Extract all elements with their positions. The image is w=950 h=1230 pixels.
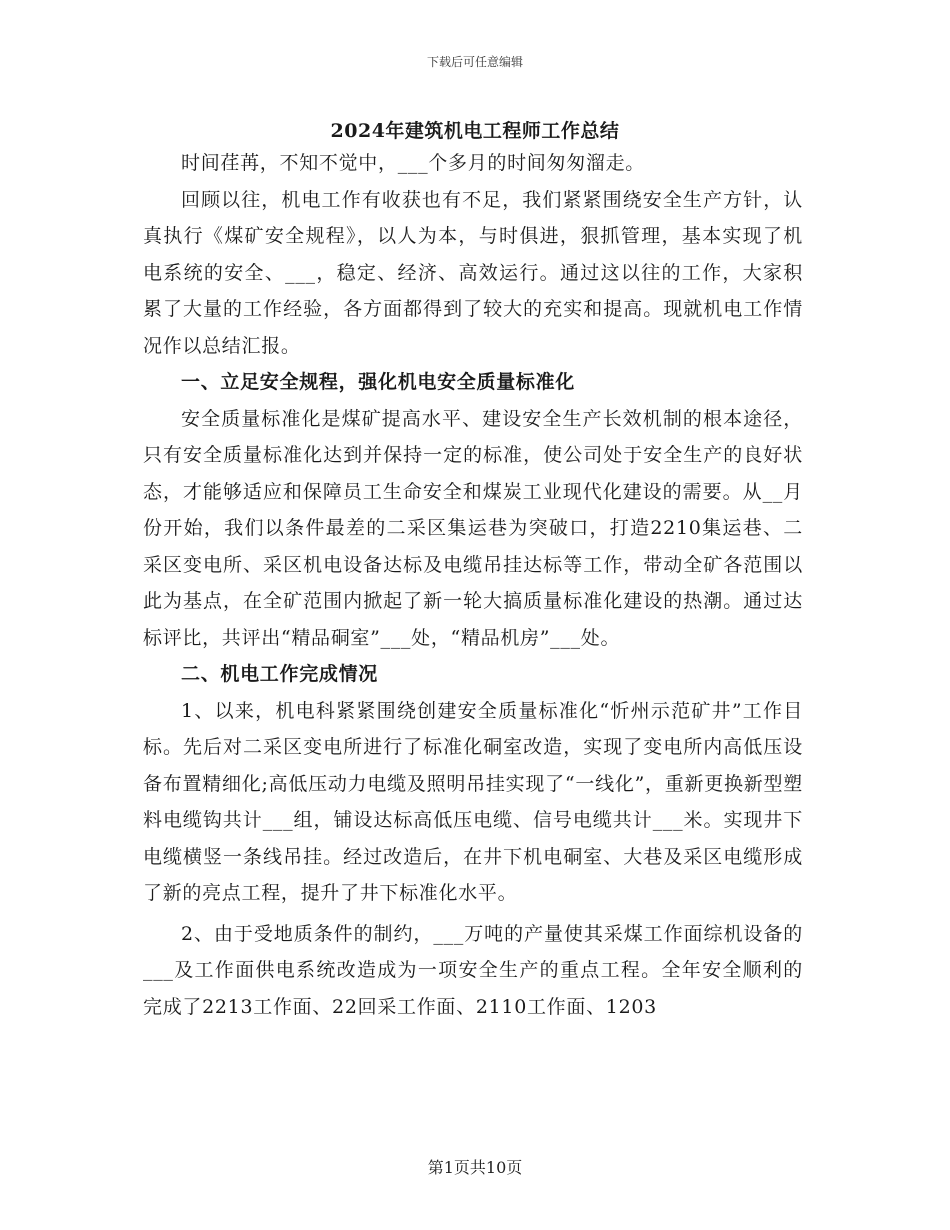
section-heading-2: 二、机电工作完成情况: [181, 663, 379, 685]
document-title: 2024年建筑机电工程师工作总结: [330, 120, 620, 142]
paragraph-standardization: 安全质量标准化是煤矿提高水平、建设安全生产长效机制的根本途径，只有安全质量标准化达到并保持一定的标准，使公司处于安全生产的良好状态，才能够适应和保障员工生命安全和煤炭工业现代化建设的需要。从__月份开始，我们以条件最差的二采区集运巷为突破口，打造2210集运巷、二采区变电所、采区机电设备达标及电缆吊挂达标等工作，带动全矿各范围以此为基点，在全矿范围内掀起了新一轮大搞质量标准化建设的热潮。通过达标评比，共评出“精品硐室”___处，“精品机房”___处。: [143, 407, 803, 649]
paragraph-item-2: 2、由于受地质条件的制约，___万吨的产量使其采煤工作面综机设备的___及工作面供电系统改造成为一项安全生产的重点工程。全年安全顺利的完成了2213工作面、22回采工作面、2110工作面、1203: [143, 922, 803, 1018]
paragraph-review: 回顾以往，机电工作有收获也有不足，我们紧紧围绕安全生产方针，认真执行《煤矿安全规程》，以人为本，与时俱进，狠抓管理，基本实现了机电系统的安全、___，稳定、经济、高效运行。通过这以往的工作，大家积累了大量的工作经验，各方面都得到了较大的充实和提高。现就机电工作情况作以总结汇报。: [143, 188, 803, 357]
paragraph-intro: 时间荏苒，不知不觉中，___个多月的时间匆匆溜走。: [181, 152, 646, 174]
document-body: [143, 145, 803, 1025]
page-footer: 第1页共10页: [427, 1158, 523, 1177]
paragraph-item-1: 1、以来，机电科紧紧围绕创建安全质量标准化“忻州示范矿井”工作目标。先后对二采区变电所进行了标准化硐室改造，实现了变电所内高低压设备布置精细化;高低压动力电缆及照明吊挂实现了“一线化”，重新更换新型塑料电缆钩共计___组，铺设达标高低压电缆、信号电缆共计___米。实现井下电缆横竖一条线吊挂。经过改造后，在井下机电硐室、大巷及采区电缆形成了新的亮点工程，提升了井下标准化水平。: [143, 699, 803, 904]
section-heading-1: 一、立足安全规程，强化机电安全质量标准化: [181, 371, 576, 393]
header-note: 下载后可任意编辑: [426, 55, 523, 69]
